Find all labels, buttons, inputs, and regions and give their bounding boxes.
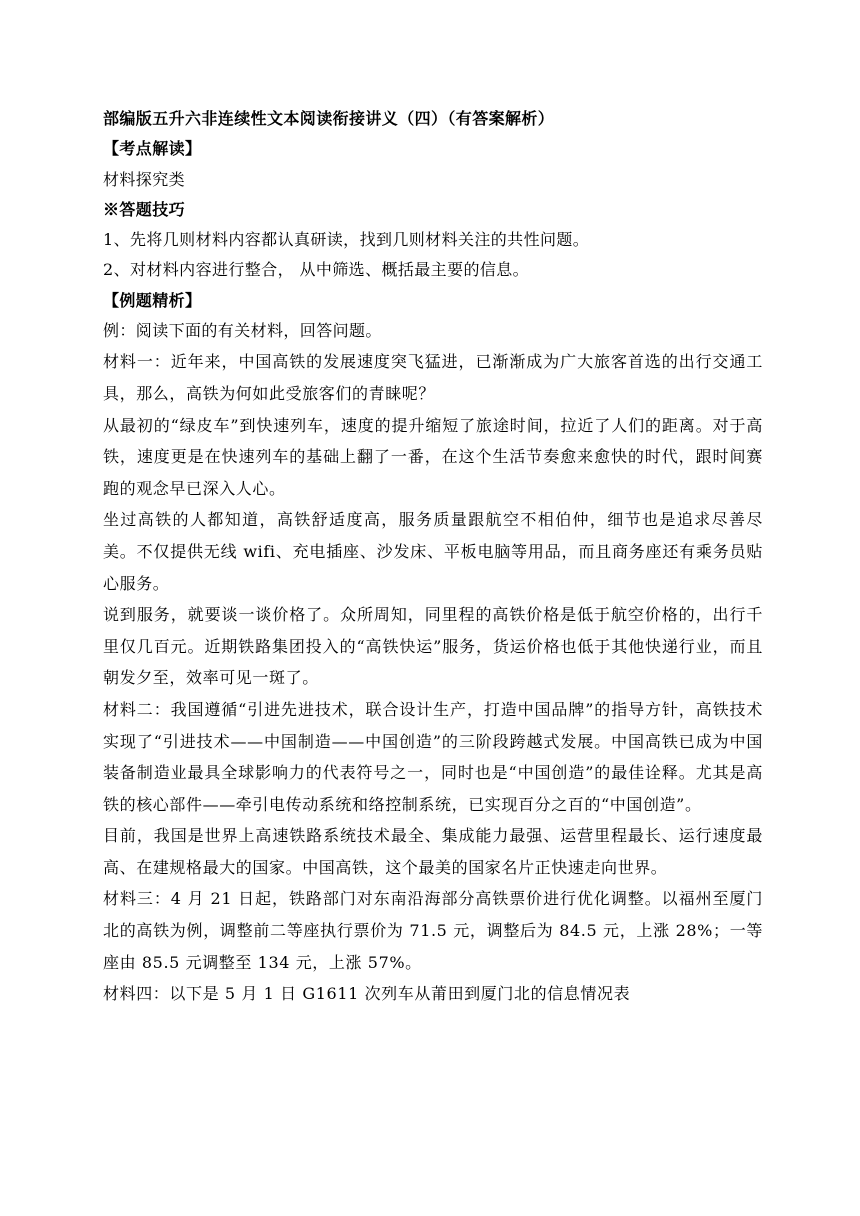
category-text: 材料探究类 xyxy=(103,169,186,189)
section-heading-kaodian: 【考点解读】 xyxy=(103,139,202,159)
material-1-paragraph-4: 说到服务，就要谈一谈价格了。众所周知，同里程的高铁价格是低于航空价格的，出行千里仅几百元。近期铁路集团投入的“高铁快运”服务，货运价格也低于其他快递行业，而且朝发夕至，效率可见一斑了。 xyxy=(103,605,763,688)
material-2-paragraph-2: 目前，我国是世界上高速铁路系统技术最全、集成能力最强、运营里程最长、运行速度最高、在建规格最大的国家。中国高铁，这个最美的国家名片正快速走向世界。 xyxy=(103,826,763,877)
material-1-paragraph-3: 坐过高铁的人都知道，高铁舒适度高，服务质量跟航空不相伯仲，细节也是追求尽善尽美。不仅提供无线 wifi、充电插座、沙发床、平板电脑等用品，而且商务座还有乘务员贴心服务。 xyxy=(103,510,763,593)
material-1-paragraph-2: 从最初的“绿皮车”到快速列车，速度的提升缩短了旅途时间，拉近了人们的距离。对于高铁，速度更是在快速列车的基础上翻了一番，在这个生活节奏愈来愈快的时代，跟时间赛跑的观念早已深入人心。 xyxy=(103,415,763,498)
material-3-paragraph-1: 材料三：4 月 21 日起，铁路部门对东南沿海部分高铁票价进行优化调整。以福州至厦门北的高铁为例，调整前二等座执行票价为 71.5 元，调整后为 84.5 元，上涨 28%；一等座由 85.5 元调整至 134 元，上涨 57%。 xyxy=(103,889,763,972)
material-2-paragraph-1: 材料二：我国遵循“引进先进技术，联合设计生产，打造中国品牌”的指导方针，高铁技术实现了“引进技术——中国制造——中国创造”的三阶段跨越式发展。中国高铁已成为中国装备制造业最具全球影响力的代表符号之一，同时也是“中国创造”的最佳诠释。尤其是高铁的核心部件——牵引电传动系统和络控制系统，已实现百分之百的“中国创造”。 xyxy=(103,699,763,814)
example-intro: 例：阅读下面的有关材料，回答问题。 xyxy=(103,321,382,341)
material-1-paragraph-1: 材料一：近年来，中国高铁的发展速度突飞猛进，已渐渐成为广大旅客首选的出行交通工具，那么，高铁为何如此受旅客们的青睐呢？ xyxy=(103,352,763,403)
tip-1: 1、先将几则材料内容都认真研读，找到几则材料关注的共性问题。 xyxy=(103,230,590,250)
document-body xyxy=(103,104,763,1010)
section-heading-jiqiao: ※答题技巧 xyxy=(103,199,186,219)
document-title: 部编版五升六非连续性文本阅读衔接讲义（四）（有答案解析） xyxy=(103,109,555,128)
material-4-paragraph-1: 材料四：以下是 5 月 1 日 G1611 次列车从莆田到厦门北的信息情况表 xyxy=(103,984,631,1004)
tip-2: 2、对材料内容进行整合， 从中筛选、概括最主要的信息。 xyxy=(103,260,530,280)
section-heading-liti: 【例题精析】 xyxy=(103,290,202,310)
